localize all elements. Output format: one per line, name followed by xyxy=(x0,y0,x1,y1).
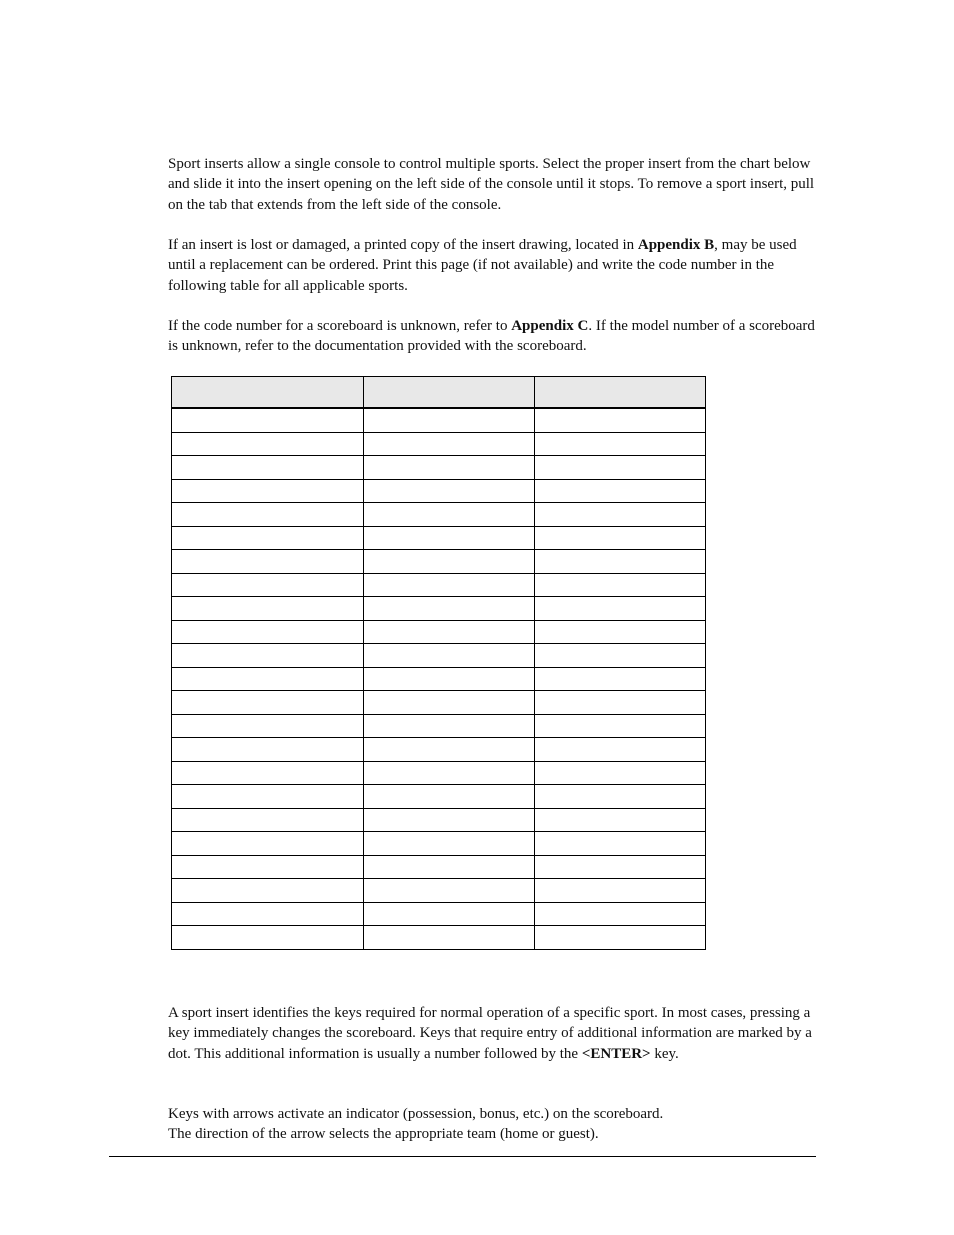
table-cell xyxy=(172,479,364,503)
p5-line-1: Keys with arrows activate an indicator (possession, bonus, etc.) on the scoreboard. xyxy=(168,1106,664,1122)
table-row xyxy=(172,879,706,903)
table-row xyxy=(172,691,706,715)
table-cell xyxy=(364,926,535,950)
p4-text-end: key. xyxy=(650,1045,679,1062)
table-cell xyxy=(172,620,364,644)
table-cell xyxy=(364,855,535,879)
table-cell xyxy=(172,855,364,879)
table-cell xyxy=(535,691,706,715)
table-cell xyxy=(535,738,706,762)
table-cell xyxy=(364,691,535,715)
table-row xyxy=(172,808,706,832)
table-cell xyxy=(535,902,706,926)
table-cell xyxy=(535,785,706,809)
table-cell xyxy=(535,456,706,480)
table-cell xyxy=(172,926,364,950)
table-row xyxy=(172,432,706,456)
operation-paragraph-keys xyxy=(168,1003,818,1064)
table-header-cell-1 xyxy=(172,377,364,409)
p3-text-start: If the code number for a scoreboard is unknown, refer to xyxy=(168,318,512,334)
table-cell xyxy=(535,832,706,856)
table-cell xyxy=(535,479,706,503)
table-row xyxy=(172,479,706,503)
table-cell xyxy=(172,597,364,621)
table-row xyxy=(172,714,706,738)
table-row xyxy=(172,855,706,879)
table-row xyxy=(172,785,706,809)
enter-key-label: <ENTER> xyxy=(581,1045,651,1062)
table-cell xyxy=(535,644,706,668)
table-cell xyxy=(172,808,364,832)
table-cell xyxy=(364,644,535,668)
table-row xyxy=(172,573,706,597)
appendix-c-reference: Appendix C xyxy=(511,318,589,334)
table-cell xyxy=(535,879,706,903)
table-cell xyxy=(364,738,535,762)
table-row xyxy=(172,926,706,950)
table-cell xyxy=(172,644,364,668)
table-cell xyxy=(172,667,364,691)
table-row xyxy=(172,620,706,644)
table-cell xyxy=(172,503,364,527)
table-cell xyxy=(364,503,535,527)
table-cell xyxy=(535,926,706,950)
p5-line-2: The direction of the arrow selects the appropriate team (home or guest). xyxy=(168,1126,599,1143)
table-cell xyxy=(172,408,364,432)
intro-paragraph-sport-inserts: Sport inserts allow a single console to control multiple sports. Select the proper insert from the chart below and slide it into the insert opening on the left side of the console until it stops. To remove a sport insert, pull on the tab that extends from the left side of the console. xyxy=(168,156,815,213)
table-row xyxy=(172,644,706,668)
table-cell xyxy=(364,550,535,574)
table-row xyxy=(172,503,706,527)
table-cell xyxy=(535,550,706,574)
table-row xyxy=(172,550,706,574)
footer-divider xyxy=(109,1156,816,1157)
table-cell xyxy=(364,667,535,691)
table-cell xyxy=(172,432,364,456)
table-header-row xyxy=(172,377,706,409)
p2-text-end: , may be used until a replacement can be ordered. Print this page (if not available) and write the code number in the following table for all applicable sports. xyxy=(168,237,797,294)
table-row xyxy=(172,526,706,550)
table-cell xyxy=(172,550,364,574)
table-cell xyxy=(172,573,364,597)
table-cell xyxy=(172,832,364,856)
table-cell xyxy=(535,761,706,785)
table-cell xyxy=(172,526,364,550)
table-cell xyxy=(364,879,535,903)
table-header-cell-3 xyxy=(535,377,706,409)
table-cell xyxy=(364,432,535,456)
table-cell xyxy=(172,714,364,738)
table-cell xyxy=(172,691,364,715)
table-row xyxy=(172,597,706,621)
table-row xyxy=(172,738,706,762)
table-cell xyxy=(364,761,535,785)
table-cell xyxy=(364,526,535,550)
table-cell xyxy=(535,597,706,621)
table-cell xyxy=(364,714,535,738)
intro-paragraph-lost-insert xyxy=(168,235,818,296)
table-cell xyxy=(364,620,535,644)
table-cell xyxy=(364,456,535,480)
table-cell xyxy=(364,785,535,809)
table-cell xyxy=(364,832,535,856)
table-cell xyxy=(364,408,535,432)
table-row xyxy=(172,456,706,480)
table-cell xyxy=(364,597,535,621)
table-cell xyxy=(172,902,364,926)
p4-text-start: A sport insert identifies the keys required for normal operation of a specific sport. In most cases, pressing a key immediately changes the scoreboard. Keys that require entry of additional information are marked by a dot. This additional information is usually a number followed by the xyxy=(168,1005,812,1062)
table-body xyxy=(172,408,706,949)
table-cell xyxy=(535,503,706,527)
table-cell xyxy=(172,879,364,903)
table-cell xyxy=(172,785,364,809)
table-cell xyxy=(172,456,364,480)
table-row xyxy=(172,667,706,691)
p3-text-end: . If the model number of a scoreboard is unknown, refer to the documentation provided with the scoreboard. xyxy=(168,318,815,355)
table-row xyxy=(172,761,706,785)
table-row xyxy=(172,832,706,856)
table-cell xyxy=(535,808,706,832)
table-cell xyxy=(172,738,364,762)
table-header-cell-2 xyxy=(364,377,535,409)
table-cell xyxy=(535,408,706,432)
table-cell xyxy=(364,808,535,832)
intro-paragraph-code-number xyxy=(168,316,818,357)
table-cell xyxy=(535,432,706,456)
table-cell xyxy=(535,573,706,597)
table-cell xyxy=(172,761,364,785)
table-cell xyxy=(535,855,706,879)
table-cell xyxy=(535,526,706,550)
table-cell xyxy=(535,620,706,644)
p2-text-start: If an insert is lost or damaged, a printed copy of the insert drawing, located in xyxy=(168,237,638,253)
operation-paragraph-arrows xyxy=(168,1104,818,1145)
appendix-b-reference: Appendix B xyxy=(637,237,715,253)
table-row xyxy=(172,408,706,432)
table-cell xyxy=(535,667,706,691)
table-cell xyxy=(364,573,535,597)
sport-insert-code-table xyxy=(171,376,706,950)
table-cell xyxy=(535,714,706,738)
table-cell xyxy=(364,479,535,503)
table-cell xyxy=(364,902,535,926)
table-row xyxy=(172,902,706,926)
